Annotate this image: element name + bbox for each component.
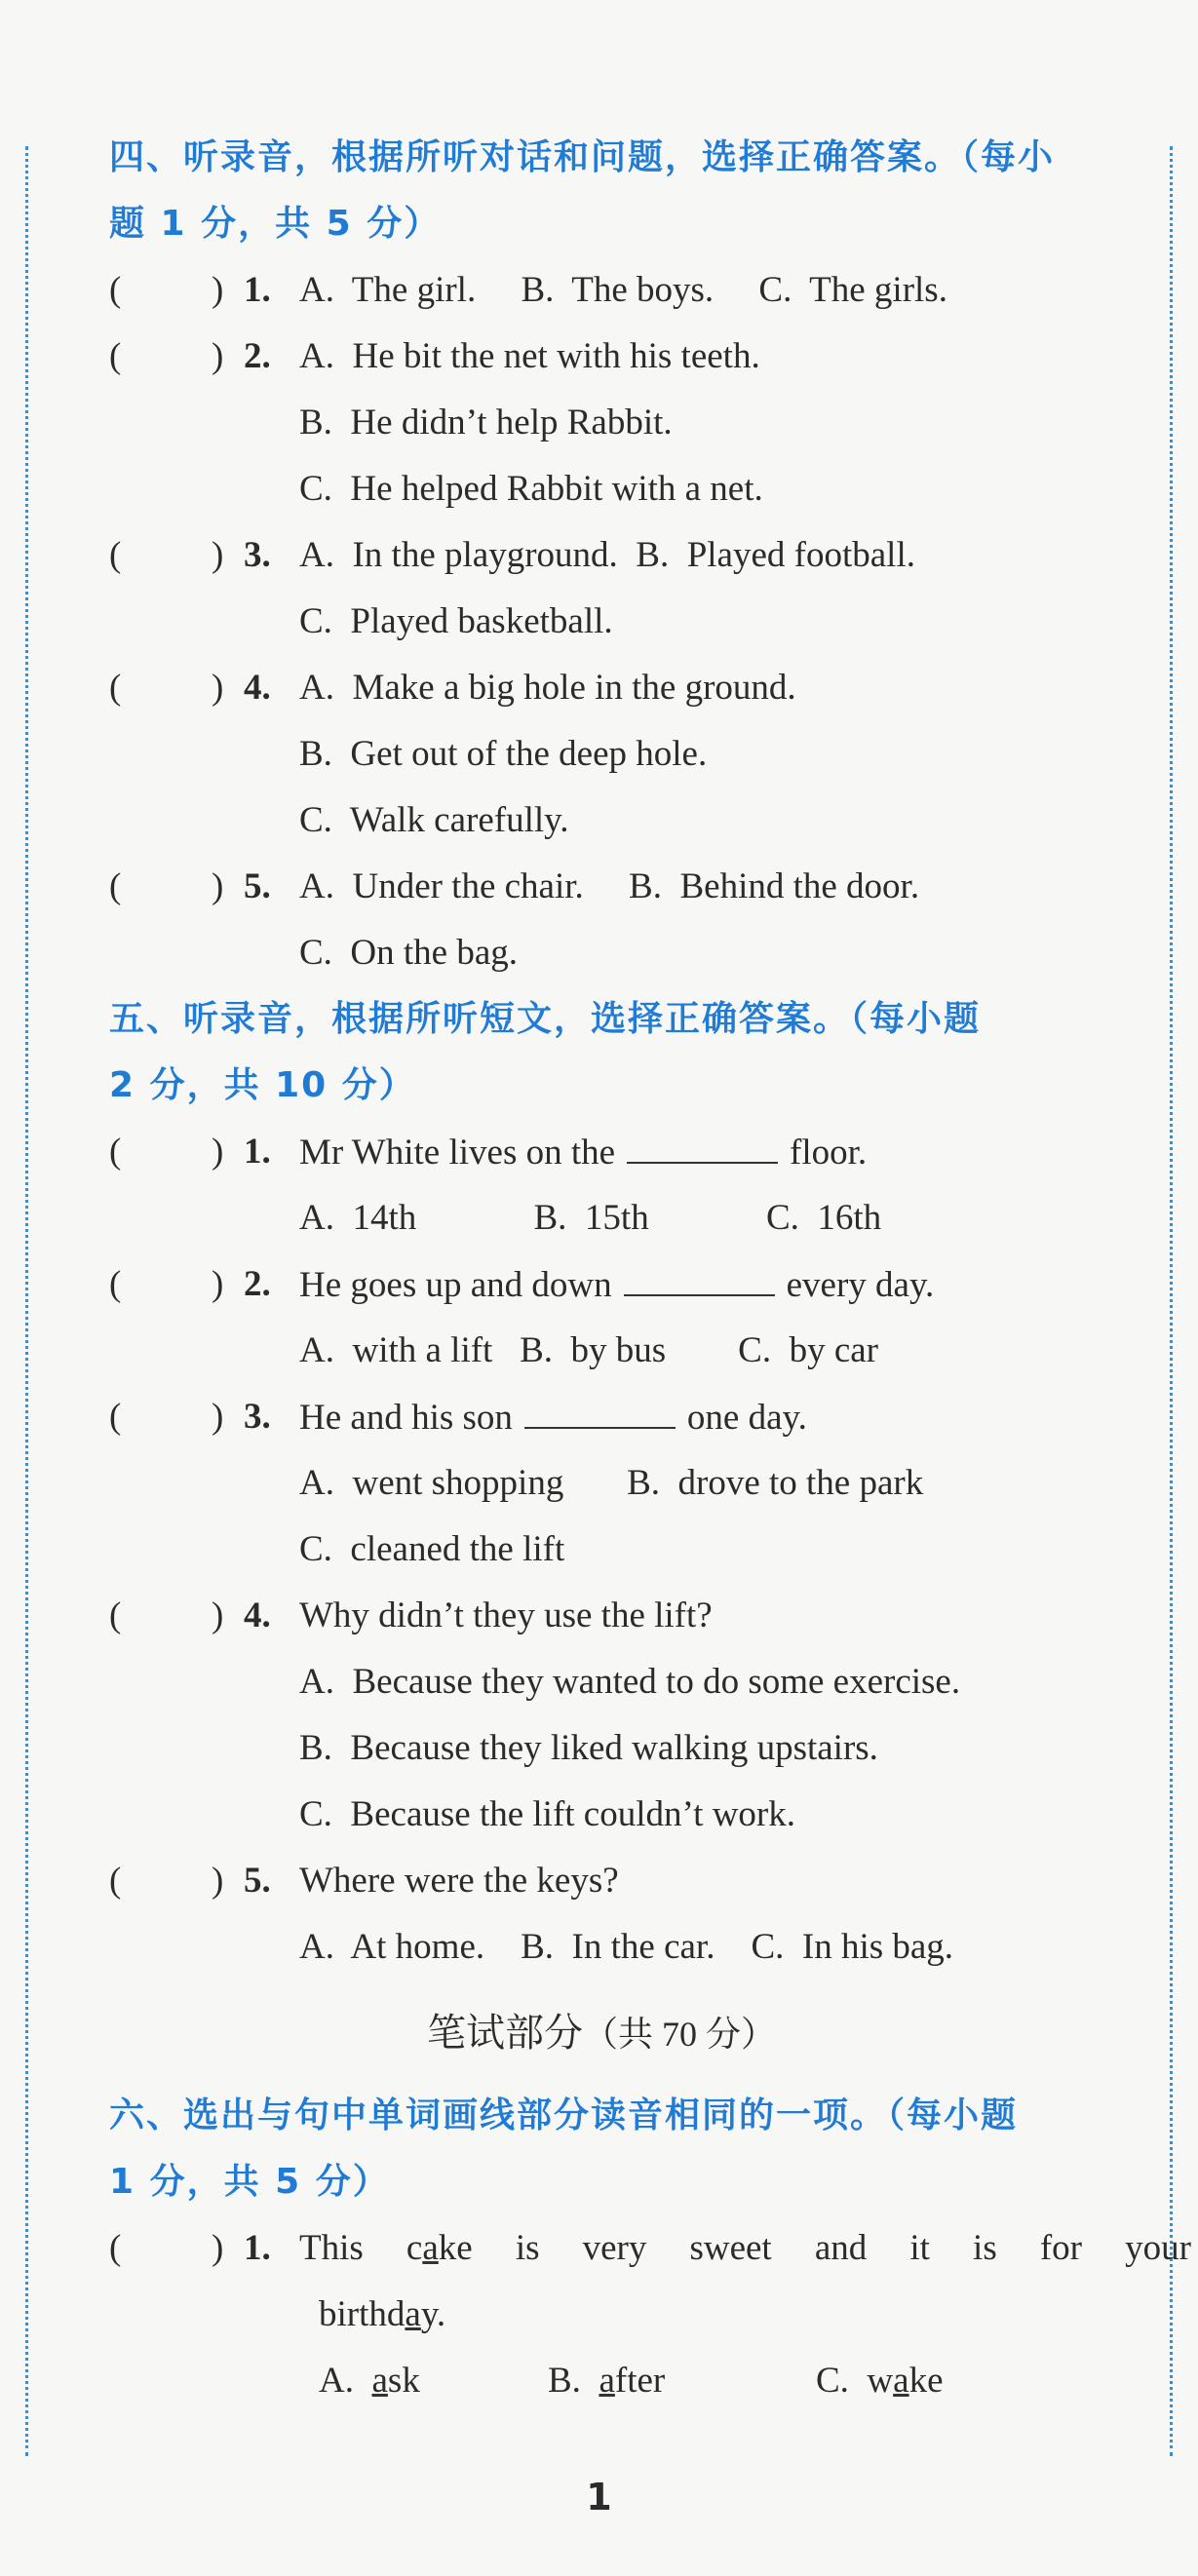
option-a: A. Because they wanted to do some exercise. bbox=[299, 1662, 961, 1702]
question-5-1 bbox=[109, 1119, 1094, 1185]
question-5-4-b bbox=[109, 1715, 1094, 1782]
section-5 bbox=[109, 986, 1094, 1980]
word-part: birthd bbox=[319, 2294, 406, 2334]
question-number: 3. bbox=[244, 535, 271, 575]
underlined-letter: a bbox=[599, 2361, 615, 2401]
option-c: C. He helped Rabbit with a net. bbox=[299, 469, 763, 509]
question-stem bbox=[299, 1251, 934, 1319]
question-5-3 bbox=[109, 1384, 1094, 1450]
section-4-title-line1: 四、听录音，根据所听对话和问题，选择正确答案。（每小 bbox=[109, 137, 1056, 177]
question-5-4-c bbox=[109, 1782, 1094, 1848]
left-dotted-border bbox=[25, 146, 28, 2456]
question-stem bbox=[299, 1384, 807, 1451]
question-sentence bbox=[299, 2215, 1191, 2282]
word-part: ke bbox=[908, 2361, 944, 2401]
option-a-b: A. Under the chair. B. Behind the door. bbox=[299, 866, 920, 906]
word-part: y. bbox=[420, 2294, 446, 2334]
question-number: 2. bbox=[244, 1264, 271, 1304]
option-label: C. w bbox=[816, 2361, 894, 2401]
underlined-letter: a bbox=[893, 2361, 909, 2401]
word: is bbox=[515, 2228, 540, 2268]
option-c bbox=[816, 2348, 944, 2414]
answer-paren-close: ) bbox=[212, 1861, 224, 1901]
word-part: c bbox=[406, 2228, 423, 2268]
option-c: C. Walk carefully. bbox=[299, 800, 569, 840]
question-5-3-c bbox=[109, 1517, 1094, 1583]
answer-paren-open[interactable]: ( bbox=[109, 270, 122, 310]
question-options: A. The girl. B. The boys. C. The girls. bbox=[299, 270, 947, 310]
word-part: ke bbox=[438, 2228, 473, 2268]
question-stem: Why didn’t they use the lift? bbox=[299, 1596, 713, 1635]
question-4-4-b bbox=[109, 721, 1094, 788]
answer-paren-close: ) bbox=[212, 1264, 224, 1304]
question-4-3-c bbox=[109, 589, 1094, 655]
written-part-title: 笔试部分 bbox=[426, 2011, 583, 2056]
question-5-2 bbox=[109, 1251, 1094, 1318]
answer-paren-open[interactable]: ( bbox=[109, 1397, 122, 1437]
stem-before-blank: Mr White lives on the bbox=[299, 1133, 616, 1173]
answer-paren-open[interactable]: ( bbox=[109, 1861, 122, 1901]
answer-paren-open[interactable]: ( bbox=[109, 668, 122, 708]
question-5-4-a bbox=[109, 1649, 1094, 1715]
option-a: A. Make a big hole in the ground. bbox=[299, 668, 796, 708]
answer-paren-close: ) bbox=[212, 336, 224, 376]
option-c: C. Because the lift couldn’t work. bbox=[299, 1794, 795, 1834]
options: A. with a lift B. by bus C. by car bbox=[299, 1330, 879, 1370]
question-number: 1. bbox=[244, 2228, 271, 2268]
word: your bbox=[1125, 2228, 1191, 2268]
option-a: A. He bit the net with his teeth. bbox=[299, 336, 760, 376]
question-4-3 bbox=[109, 522, 1094, 589]
question-stem bbox=[299, 1119, 867, 1186]
word-part: sk bbox=[387, 2361, 420, 2401]
question-4-4-c bbox=[109, 788, 1094, 854]
option-c: C. On the bag. bbox=[299, 933, 519, 973]
question-number: 5. bbox=[244, 1861, 271, 1901]
answer-paren-close: ) bbox=[212, 866, 224, 906]
question-4-2 bbox=[109, 324, 1094, 390]
stem-before-blank: He and his son bbox=[299, 1398, 513, 1438]
stem-before-blank: He goes up and down bbox=[299, 1265, 612, 1305]
word: for bbox=[1039, 2228, 1082, 2268]
word: sweet bbox=[689, 2228, 772, 2268]
option-a bbox=[319, 2348, 420, 2414]
section-4 bbox=[109, 125, 1094, 986]
question-6-1 bbox=[109, 2215, 1191, 2282]
word-part: fter bbox=[614, 2361, 666, 2401]
question-4-2-b bbox=[109, 390, 1094, 456]
question-5-1-options bbox=[109, 1185, 1094, 1251]
option-a-b: A. In the playground. B. Played football. bbox=[299, 535, 915, 575]
question-5-3-ab bbox=[109, 1450, 1094, 1517]
answer-paren-close: ) bbox=[212, 668, 224, 708]
question-number: 4. bbox=[244, 668, 271, 708]
option-b bbox=[548, 2348, 665, 2414]
option-b: B. Because they liked walking upstairs. bbox=[299, 1728, 878, 1768]
question-number: 3. bbox=[244, 1397, 271, 1437]
answer-paren-close: ) bbox=[212, 1596, 224, 1635]
answer-paren-open[interactable]: ( bbox=[109, 866, 122, 906]
option-b: B. Get out of the deep hole. bbox=[299, 734, 708, 774]
worksheet-content bbox=[109, 125, 1191, 2414]
underlined-letter: a bbox=[371, 2361, 388, 2401]
question-4-5 bbox=[109, 854, 1094, 920]
option-c: C. Played basketball. bbox=[299, 601, 613, 641]
answer-paren-open[interactable]: ( bbox=[109, 1264, 122, 1304]
section-5-title-line2: 2 分，共 10 分） bbox=[109, 1065, 416, 1105]
fill-blank[interactable] bbox=[624, 1251, 775, 1296]
question-5-5-options bbox=[109, 1914, 1094, 1980]
question-4-2-c bbox=[109, 456, 1094, 522]
question-5-5 bbox=[109, 1848, 1094, 1914]
option-label: A. bbox=[319, 2361, 372, 2401]
section-6-title-line1: 六、选出与句中单词画线部分读音相同的一项。（每小题 bbox=[109, 2095, 1019, 2135]
stem-after-blank: one day. bbox=[686, 1398, 807, 1438]
answer-paren-open[interactable]: ( bbox=[109, 2228, 122, 2268]
fill-blank[interactable] bbox=[524, 1384, 676, 1429]
question-4-1 bbox=[109, 257, 1094, 324]
question-number: 2. bbox=[244, 336, 271, 376]
word: and bbox=[814, 2228, 868, 2268]
section-6-title-line2: 1 分，共 5 分） bbox=[109, 2162, 390, 2202]
right-dotted-border bbox=[1170, 146, 1173, 2456]
written-part-heading bbox=[109, 1984, 1094, 2083]
question-4-4 bbox=[109, 655, 1094, 721]
stem-after-blank: every day. bbox=[786, 1265, 935, 1305]
answer-paren-close: ) bbox=[212, 1397, 224, 1437]
answer-paren-open[interactable]: ( bbox=[109, 336, 122, 376]
option-a-b: A. went shopping B. drove to the park bbox=[299, 1463, 924, 1503]
section-5-title-line1: 五、听录音，根据所听短文，选择正确答案。（每小题 bbox=[109, 999, 982, 1039]
question-number: 1. bbox=[244, 270, 271, 310]
answer-paren-close: ) bbox=[212, 1132, 224, 1172]
underlined-letter: a bbox=[405, 2294, 421, 2334]
word: very bbox=[582, 2228, 647, 2268]
question-6-1-line2 bbox=[109, 2282, 1094, 2348]
options: A. At home. B. In the car. C. In his bag. bbox=[299, 1927, 954, 1967]
word-underlined bbox=[406, 2215, 473, 2282]
option-label: B. bbox=[548, 2361, 599, 2401]
answer-paren-open[interactable]: ( bbox=[109, 1132, 122, 1172]
question-number: 5. bbox=[244, 866, 271, 906]
answer-paren-close: ) bbox=[212, 2228, 224, 2268]
answer-paren-close: ) bbox=[212, 535, 224, 575]
question-number: 1. bbox=[244, 1132, 271, 1172]
fill-blank[interactable] bbox=[627, 1119, 778, 1164]
page-number: 1 bbox=[586, 2476, 612, 2518]
answer-paren-open[interactable]: ( bbox=[109, 1596, 122, 1635]
question-stem: Where were the keys? bbox=[299, 1861, 619, 1901]
written-part-score: （共 70 分） bbox=[582, 2015, 776, 2054]
underlined-letter: a bbox=[422, 2228, 439, 2268]
section-4-title-line2: 题 1 分，共 5 分） bbox=[109, 204, 442, 244]
question-5-2-options bbox=[109, 1318, 1094, 1384]
question-number: 4. bbox=[244, 1596, 271, 1635]
sentence-continuation bbox=[319, 2282, 445, 2348]
options: A. 14th B. 15th C. 16th bbox=[299, 1198, 882, 1238]
word: it bbox=[909, 2228, 930, 2268]
answer-paren-close: ) bbox=[212, 270, 224, 310]
stem-after-blank: floor. bbox=[790, 1133, 868, 1173]
option-b: B. He didn’t help Rabbit. bbox=[299, 403, 673, 442]
question-4-5-c bbox=[109, 920, 1094, 986]
option-c: C. cleaned the lift bbox=[299, 1529, 565, 1569]
question-5-4 bbox=[109, 1583, 1094, 1649]
section-6 bbox=[109, 2083, 1191, 2414]
word: is bbox=[973, 2228, 997, 2268]
question-6-1-options bbox=[109, 2348, 1094, 2414]
word: This bbox=[299, 2228, 364, 2268]
answer-paren-open[interactable]: ( bbox=[109, 535, 122, 575]
